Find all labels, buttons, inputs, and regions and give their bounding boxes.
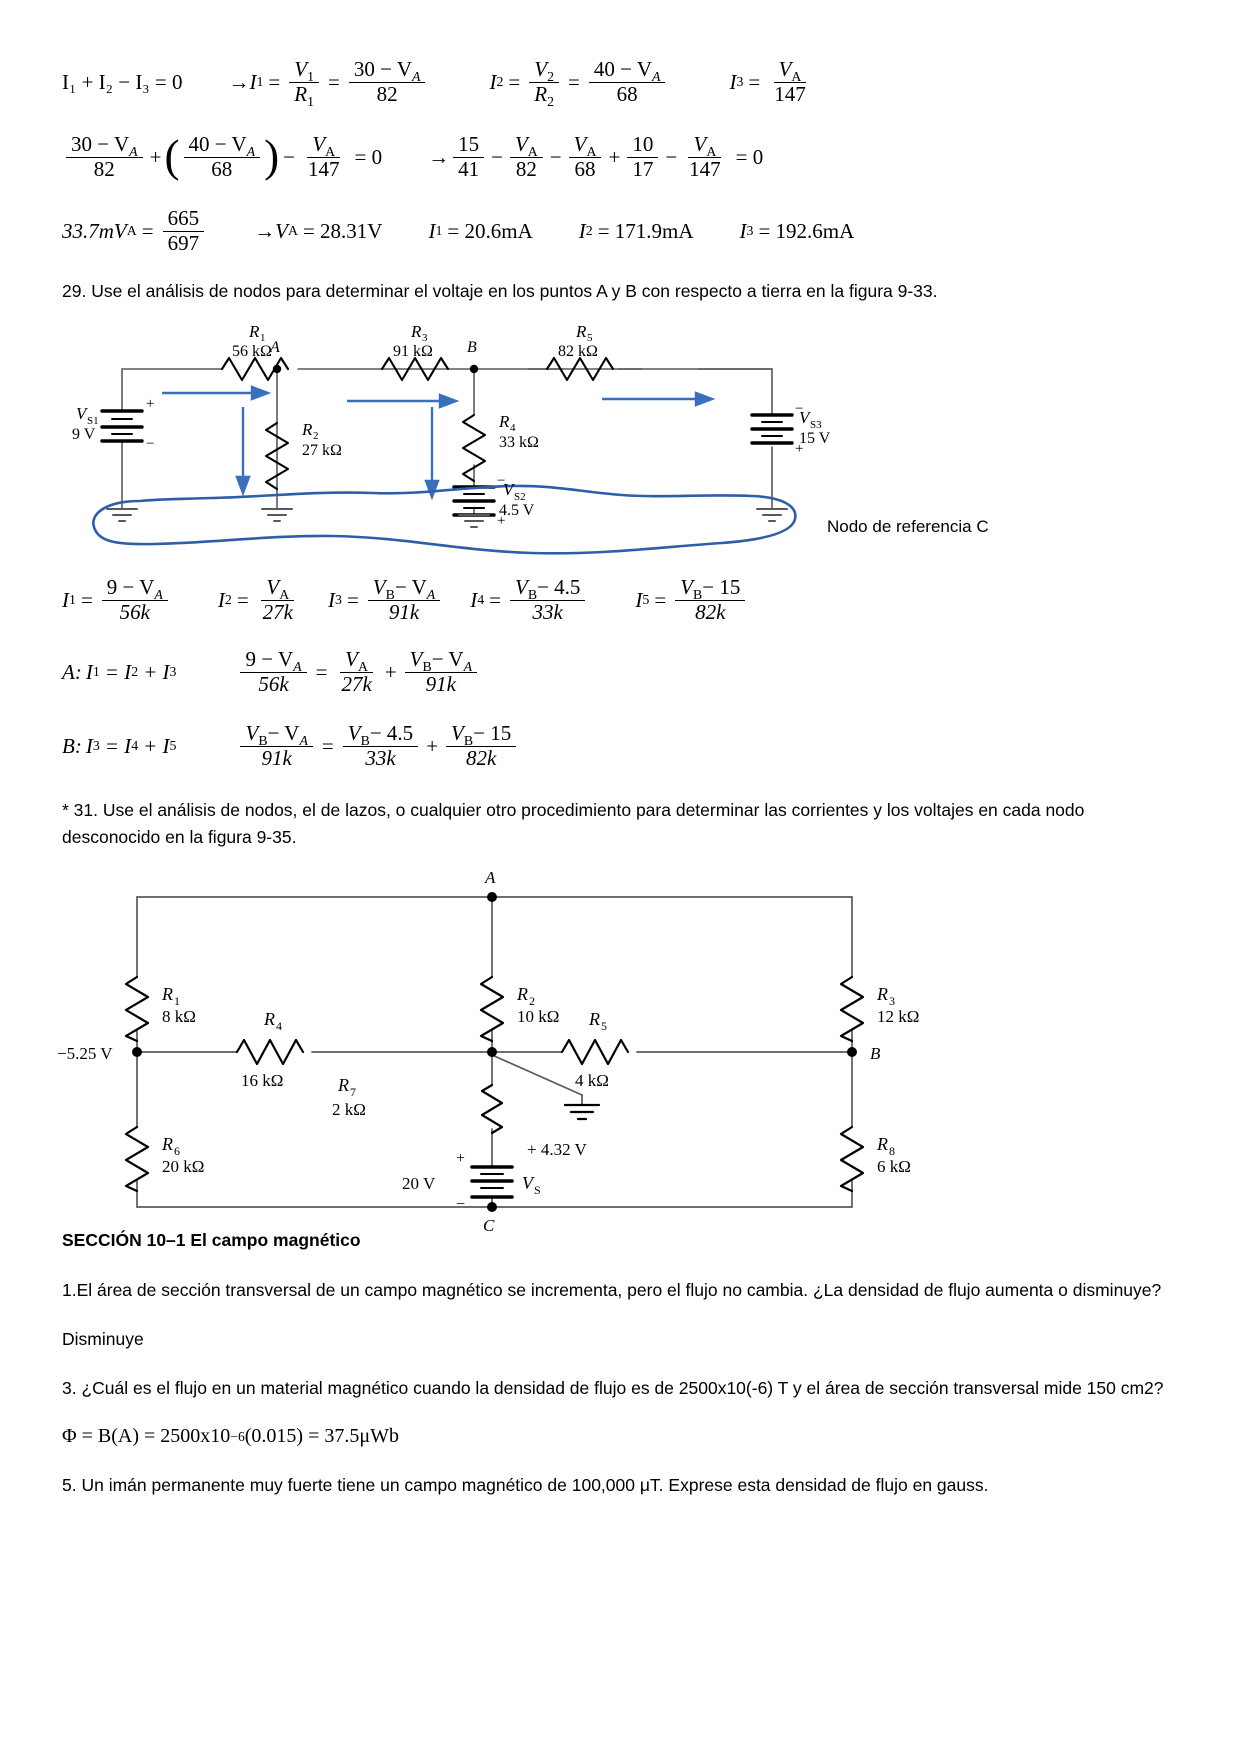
ground-symbols bbox=[107, 509, 787, 530]
eq5-f1-den: 56k bbox=[258, 671, 289, 696]
label-r7-value: 2 kΩ bbox=[332, 1100, 366, 1120]
section-10-1-question-1: 1.El área de sección transversal de un campo magnético se incrementa, pero el flujo no cambia. ¿La densidad de flujo aumenta o disminuye? bbox=[62, 1279, 1162, 1300]
t2-num: 40 − V bbox=[188, 131, 247, 156]
eq4-frac-i4 bbox=[510, 576, 585, 624]
label-vs1-plus: + bbox=[146, 396, 155, 413]
label-r8: R bbox=[877, 1134, 888, 1155]
current-arrow-i5 bbox=[602, 393, 712, 405]
figure-9-35 bbox=[57, 867, 1172, 1236]
section-10-1-question-5: 5. Un imán permanente muy fuerte tiene un campo magnético de 100,000 μT. Exprese esta densidad de flujo en gauss. bbox=[62, 1474, 989, 1495]
fraction-665-697 bbox=[163, 207, 205, 255]
label-vs1-value: 9 V bbox=[72, 426, 96, 444]
arrow-2: → bbox=[428, 144, 450, 169]
eq6-f1-den: 91k bbox=[261, 745, 292, 770]
eq4-i5-num-sub: B bbox=[693, 587, 703, 603]
minus-sign-4: − bbox=[665, 144, 678, 169]
label-vs3-value: 15 V bbox=[799, 430, 831, 448]
answer-3-phi: Φ = B(A) = 2500x10 bbox=[62, 1425, 231, 1448]
label-node-b-2: B bbox=[870, 1044, 881, 1064]
eq4-i1: I bbox=[62, 587, 69, 612]
fraction-15-41 bbox=[453, 133, 484, 181]
eq4-i4-num: V bbox=[515, 575, 528, 600]
fraction-va-147-c bbox=[684, 133, 726, 181]
eq4-i3-num: V bbox=[372, 575, 386, 600]
i2-label: I bbox=[489, 69, 497, 94]
label-r4-2-value: 16 kΩ bbox=[241, 1071, 284, 1091]
fraction-v2-r2 bbox=[529, 56, 559, 109]
t1-num-sub: A bbox=[129, 144, 138, 160]
eq5-f3-num2-sub: A bbox=[463, 659, 473, 675]
eq4-i5: I bbox=[635, 587, 643, 612]
label-r3-2: R bbox=[877, 984, 888, 1005]
fraction-40va-68 bbox=[184, 133, 261, 181]
label-r3-sub: 3 bbox=[422, 332, 428, 345]
fraction-10-17 bbox=[627, 133, 658, 181]
label-r2-sub: 2 bbox=[313, 430, 319, 443]
va-result-sym: V bbox=[275, 218, 288, 243]
eq6-node-label: B: bbox=[62, 733, 82, 758]
question-29: 29. Use el análisis de nodos para determinar el voltaje en los puntos A y B con respecto a tierra en la figura 9-33. bbox=[62, 281, 938, 301]
eq6-equals: = bbox=[321, 733, 334, 758]
eq5-mid2: + I bbox=[143, 659, 170, 684]
eq4-i5-den: 82k bbox=[695, 599, 726, 624]
node-b-dot-2 bbox=[847, 1047, 857, 1057]
label-node-c: C bbox=[483, 1216, 495, 1236]
eq4-i4-num2: − 4.5 bbox=[537, 575, 581, 600]
label-annotation-voltage: + 4.32 V bbox=[527, 1140, 587, 1160]
label-r5-2: R bbox=[589, 1009, 600, 1030]
ground-symbol-2 bbox=[565, 1105, 599, 1119]
i2-result-sym: I bbox=[578, 218, 586, 243]
label-r1: R bbox=[249, 322, 260, 342]
label-r2: R bbox=[302, 420, 313, 440]
label-vs-2: V bbox=[522, 1173, 533, 1194]
i3-label: I bbox=[729, 69, 737, 94]
fraction-40-va-68 bbox=[589, 58, 666, 106]
resistor-r5-symbol-2 bbox=[562, 1040, 628, 1064]
t1-num: 30 − V bbox=[71, 131, 130, 156]
node-b-dot bbox=[470, 365, 478, 373]
current-arrow-i2 bbox=[237, 407, 249, 493]
t2-den: 68 bbox=[211, 156, 233, 181]
eq4-frac-i5 bbox=[675, 576, 745, 624]
arrow-3: → bbox=[254, 218, 276, 243]
label-left-terminal-voltage: −5.25 V bbox=[57, 1044, 113, 1064]
t3-num-sub: A bbox=[325, 144, 336, 160]
equation-row-5: A: I 1 = I 2 + I 3 $\frac{9 - V_A}{56k}$ = $\frac{V_A}{27k}$ + $\frac{V_B- V_A}{91k}$ bbox=[62, 641, 1172, 703]
v2-sub: 2 bbox=[547, 69, 555, 85]
resistor-r4-symbol-2 bbox=[237, 1040, 303, 1064]
arrow-1: → bbox=[228, 69, 250, 94]
v1-sub: 1 bbox=[307, 69, 315, 85]
label-vs3-minus: − bbox=[795, 401, 804, 418]
label-vs2-sub: S2 bbox=[514, 491, 526, 504]
label-r1-2: R bbox=[162, 984, 173, 1005]
eq4-i5-num: V bbox=[680, 575, 694, 600]
eq4-i2-num-sub: A bbox=[279, 587, 290, 603]
label-r2-2-value: 10 kΩ bbox=[517, 1007, 560, 1027]
den-697: 697 bbox=[167, 230, 200, 255]
source-vs-symbol-2 bbox=[472, 1167, 512, 1197]
figure-9-33 bbox=[62, 319, 1172, 567]
eq6-frac-2 bbox=[343, 722, 418, 770]
r2-den: 82 bbox=[515, 156, 537, 181]
fraction-30va-82 bbox=[66, 133, 143, 181]
reference-node-label: Nodo de referencia C bbox=[827, 517, 989, 537]
label-r5-2-value: 4 kΩ bbox=[575, 1071, 609, 1091]
label-vs1: V bbox=[76, 404, 87, 424]
r1-den: 41 bbox=[458, 156, 480, 181]
minus-sign-1: − bbox=[283, 144, 295, 169]
label-r3: R bbox=[411, 322, 422, 342]
label-r6-sub: 6 bbox=[174, 1144, 180, 1159]
eq4-i4-den: 33k bbox=[532, 599, 563, 624]
r1-sym: R bbox=[294, 81, 308, 106]
label-r6-value: 20 kΩ bbox=[162, 1157, 205, 1177]
eq4-i4: I bbox=[470, 587, 478, 612]
eq5-equals: = bbox=[315, 659, 328, 684]
equals-zero-1: = 0 bbox=[354, 144, 383, 169]
label-r5-sub: 5 bbox=[587, 332, 593, 345]
label-r4: R bbox=[499, 412, 510, 432]
eq6-f3-den: 82k bbox=[465, 745, 497, 770]
eq5-frac-2 bbox=[336, 648, 376, 696]
va-result-value: = 28.31V bbox=[302, 218, 383, 243]
eq6-f3-num-sub: B bbox=[463, 733, 474, 749]
label-r1-sub: 1 bbox=[260, 332, 266, 345]
label-r4-value: 33 kΩ bbox=[499, 434, 539, 452]
label-r1-2-sub: 1 bbox=[174, 994, 180, 1009]
label-vs3-sub: S3 bbox=[810, 419, 822, 432]
label-r2-2: R bbox=[517, 984, 528, 1005]
eq6-mid2: + I bbox=[143, 733, 170, 758]
va-sym: V bbox=[778, 56, 792, 81]
den-147: 147 bbox=[774, 81, 806, 106]
node-c-dot bbox=[487, 1202, 497, 1212]
eq5-f2-den: 27k bbox=[341, 671, 372, 696]
v1-sym: V bbox=[294, 56, 308, 81]
fraction-va-68 bbox=[569, 133, 602, 181]
t1-den: 82 bbox=[93, 156, 115, 181]
eq5-f3-num: V bbox=[409, 647, 423, 672]
eq5-f3-num-sub: B bbox=[422, 659, 432, 675]
section-10-1-heading: SECCIÓN 10–1 El campo magnético bbox=[62, 1230, 361, 1251]
label-r6: R bbox=[162, 1134, 173, 1155]
va-sub-3: A bbox=[791, 69, 802, 85]
i2-result-value: = 171.9mA bbox=[597, 218, 694, 243]
eq4-i3-den: 91k bbox=[388, 599, 420, 624]
r5-num: V bbox=[693, 131, 707, 156]
eq6-f3-num: V bbox=[451, 721, 464, 746]
v2-sym: V bbox=[534, 56, 548, 81]
current-arrow-i4 bbox=[426, 407, 438, 497]
num-665: 665 bbox=[163, 207, 205, 232]
eq6-f1-num: V bbox=[245, 721, 259, 746]
label-r1-2-value: 8 kΩ bbox=[162, 1007, 196, 1027]
i1-label: I bbox=[249, 69, 257, 94]
label-r2-value: 27 kΩ bbox=[302, 442, 342, 460]
label-vs-2-sub: S bbox=[534, 1183, 541, 1198]
eq5-f3-den: 91k bbox=[425, 671, 456, 696]
question-31: * 31. Use el análisis de nodos, el de lazos, o cualquier otro procedimiento para determinar las corrientes y los voltajes en cada nodo desconocido en la figura 9-35. bbox=[62, 800, 1085, 848]
label-r2-2-sub: 2 bbox=[529, 994, 535, 1009]
label-r8-sub: 8 bbox=[889, 1144, 895, 1159]
r1-sub: 1 bbox=[307, 93, 315, 109]
r2-sub: 2 bbox=[547, 93, 555, 109]
kcl-equation: I₁ + I₂ − I₃ = 0 bbox=[62, 69, 183, 94]
label-r8-value: 6 kΩ bbox=[877, 1157, 911, 1177]
eq6-lhs: I bbox=[85, 733, 93, 758]
label-vs1-minus: − bbox=[146, 436, 155, 453]
figure-9-33-svg bbox=[62, 319, 1172, 567]
t3-den: 147 bbox=[308, 156, 340, 181]
eq6-mid: = I bbox=[104, 733, 132, 758]
current-arrow-i3 bbox=[347, 395, 456, 407]
label-r3-2-sub: 3 bbox=[889, 994, 895, 1009]
eq4-frac-i1 bbox=[102, 576, 168, 624]
label-r5-value: 82 kΩ bbox=[558, 343, 598, 361]
label-vs1-sub: S1 bbox=[87, 415, 99, 428]
va-sub-1: A bbox=[412, 69, 421, 85]
figure-9-35-svg bbox=[57, 867, 1172, 1236]
eq5-frac-1 bbox=[240, 648, 306, 696]
r4-den: 17 bbox=[632, 156, 654, 181]
label-vs2-minus: − bbox=[497, 473, 506, 490]
eq6-f2-den: 33k bbox=[365, 745, 396, 770]
source-vs1-symbol bbox=[102, 411, 142, 441]
equals-zero-2: = 0 bbox=[735, 144, 764, 169]
mid-node-dot bbox=[487, 1047, 497, 1057]
eq6-f1-num-sub: B bbox=[258, 733, 268, 749]
label-node-a-2: A bbox=[485, 868, 496, 888]
eq6-f1-num2-sub: A bbox=[299, 733, 308, 749]
eq6-f2-num2: − 4.5 bbox=[369, 721, 414, 746]
page-content bbox=[57, 44, 1172, 1499]
eq6-frac-3 bbox=[446, 722, 516, 770]
den-68: 68 bbox=[616, 81, 638, 106]
label-node-a: A bbox=[270, 339, 280, 357]
eq5-f1-num: 9 − V bbox=[245, 647, 294, 672]
eq4-i1-num-sub: A bbox=[154, 587, 163, 603]
node-a-dot bbox=[273, 365, 281, 373]
fraction-va-147-b bbox=[303, 133, 345, 181]
lhs-33-7mva: 33.7mV bbox=[62, 218, 127, 243]
right-paren: ) bbox=[264, 130, 280, 181]
eq5-node-label: A: bbox=[62, 659, 82, 684]
label-r4-sub: 4 bbox=[510, 422, 516, 435]
i1-result-sym: I bbox=[428, 218, 436, 243]
label-r7-sub: 7 bbox=[350, 1085, 356, 1100]
eq6-f3-num2: − 15 bbox=[473, 721, 512, 746]
label-vs3: V bbox=[799, 408, 810, 428]
den-82: 82 bbox=[376, 81, 398, 106]
equation-row-4: I 1 = $\frac{9 - V_A}{56k}$ I 2 = $\frac{V_A}{27k}$ I 3 = $\frac{V_B- V_A}{91k}$ I 4 = $\frac{V_B- 4.5}{33k}$ I 5 = $\frac{V_B- 15}{82k}$ bbox=[62, 569, 1172, 631]
eq5-f1-num-sub: A bbox=[293, 659, 302, 675]
eq5-frac-3 bbox=[405, 648, 477, 696]
i1-result-value: = 20.6mA bbox=[447, 218, 533, 243]
label-r7: R bbox=[338, 1075, 349, 1096]
eq5-f2-num: V bbox=[345, 647, 358, 672]
fraction-30-va-82 bbox=[349, 58, 426, 106]
resistor-r7-symbol bbox=[482, 1085, 502, 1133]
eq4-i1-num: 9 − V bbox=[106, 575, 155, 600]
answer-3-rest: (0.015) = 37.5μWb bbox=[244, 1425, 399, 1448]
r5-num-sub: A bbox=[706, 144, 717, 160]
num-40-va: 40 − V bbox=[593, 56, 653, 81]
label-r4-2: R bbox=[264, 1009, 275, 1030]
eq6-frac-1 bbox=[240, 722, 312, 770]
eq6-f1-num2: − V bbox=[267, 721, 300, 746]
eq5-lhs: I bbox=[85, 659, 93, 684]
minus-sign-2: − bbox=[491, 144, 503, 169]
fraction-va-82 bbox=[510, 133, 543, 181]
eq4-i5-num2: − 15 bbox=[702, 575, 741, 600]
current-arrow-i1 bbox=[162, 387, 268, 399]
label-vs3-plus: + bbox=[795, 441, 804, 458]
eq4-frac-i3 bbox=[368, 576, 440, 624]
section-10-1-answer-3: Φ = B(A) = 2500x10 −6 (0.015) = 37.5μWb bbox=[62, 1425, 399, 1448]
label-r4-2-sub: 4 bbox=[276, 1019, 282, 1034]
label-vs2-plus: + bbox=[497, 513, 506, 530]
label-vs-minus: − bbox=[456, 1196, 466, 1214]
label-vs2: V bbox=[503, 480, 514, 500]
num-30-va: 30 − V bbox=[353, 56, 413, 81]
equation-row-1: I₁ + I₂ − I₃ = 0 → I 1 = $\frac{V_1}{R_1}$ = $\frac{30 - V_A}{82}$ I 2 = $\frac{V_2}{R_2}$ = $\frac{40 - V_A}{68}$ I 3 = $\frac{V_A}{147}$ bbox=[62, 50, 1172, 114]
i3-result-sym: I bbox=[739, 218, 747, 243]
va-sub-2: A bbox=[652, 69, 661, 85]
t3-num: V bbox=[312, 131, 326, 156]
r3-num: V bbox=[573, 131, 587, 156]
eq4-frac-i2 bbox=[258, 576, 298, 624]
r5-den: 147 bbox=[689, 156, 721, 181]
eq5-plus: + bbox=[384, 659, 397, 684]
plus-sign-1: + bbox=[149, 144, 162, 169]
equation-row-2 bbox=[62, 126, 1172, 188]
eq6-f2-num-sub: B bbox=[360, 733, 370, 749]
left-terminal-dot bbox=[132, 1047, 142, 1057]
eq4-i3-num2: − V bbox=[394, 575, 427, 600]
eq5-mid: = I bbox=[104, 659, 132, 684]
eq4-i2: I bbox=[217, 587, 225, 612]
label-r5-2-sub: 5 bbox=[601, 1019, 607, 1034]
minus-sign-3: − bbox=[549, 144, 562, 169]
i3-result-value: = 192.6mA bbox=[758, 218, 855, 243]
eq4-i3: I bbox=[328, 587, 335, 612]
equals-3: = bbox=[141, 218, 154, 243]
r4-num: 10 bbox=[627, 133, 658, 158]
fraction-v1-r1 bbox=[289, 56, 319, 109]
eq4-i3-num2-sub: A bbox=[426, 587, 436, 603]
r1-num: 15 bbox=[453, 133, 484, 158]
eq4-i3-num-sub: B bbox=[385, 587, 395, 603]
eq5-f2-num-sub: A bbox=[358, 659, 369, 675]
label-r3-2-value: 12 kΩ bbox=[877, 1007, 920, 1027]
r3-den: 68 bbox=[574, 156, 596, 181]
r3-num-sub: A bbox=[586, 144, 597, 160]
plus-sign-2: + bbox=[608, 144, 621, 169]
reference-node-annotation-circle bbox=[93, 486, 795, 553]
label-vs2-value: 4.5 V bbox=[499, 502, 535, 520]
label-r5: R bbox=[576, 322, 587, 342]
label-r3-value: 91 kΩ bbox=[393, 343, 433, 361]
eq4-i2-den: 27k bbox=[262, 599, 293, 624]
r2-num: V bbox=[514, 131, 528, 156]
eq4-i2-num: V bbox=[266, 575, 280, 600]
label-node-b: B bbox=[467, 339, 477, 357]
eq4-i4-num-sub: B bbox=[527, 587, 538, 603]
source-vs3-symbol bbox=[752, 415, 792, 443]
fraction-va-147 bbox=[769, 58, 811, 106]
label-r1-value: 56 kΩ bbox=[232, 343, 272, 361]
label-vs-plus: + bbox=[456, 1150, 466, 1168]
equation-row-6: B: I 3 = I 4 + I 5 $\frac{V_B- V_A}{91k}$ = $\frac{V_B- 4.5}{33k}$ + $\frac{V_B- 15}{82k}$ bbox=[62, 715, 1172, 777]
section-10-1-question-3: 3. ¿Cuál es el flujo en un material magnético cuando la densidad de flujo es de 2500x10(-6) T y el área de sección transversal mide 150 cm2? bbox=[62, 1377, 1164, 1398]
section-10-1-answer-1: Disminuye bbox=[62, 1328, 144, 1349]
t2-num-sub: A bbox=[246, 144, 256, 160]
eq6-f2-num: V bbox=[347, 721, 361, 746]
eq5-f3-num2: − V bbox=[431, 647, 464, 672]
left-paren: ( bbox=[164, 130, 180, 181]
r2-sym: R bbox=[534, 81, 548, 106]
eq4-i1-den: 56k bbox=[119, 599, 150, 624]
label-vs-value: 20 V bbox=[402, 1174, 436, 1194]
r2-num-sub: A bbox=[527, 144, 538, 160]
equation-row-3: 33.7mV A = $\frac{665}{697}$ → V A = 28.31V I 1 = 20.6mA I 2 = 171.9mA I 3 = 192.6mA bbox=[62, 205, 855, 255]
node-a-dot-2 bbox=[487, 892, 497, 902]
eq6-plus: + bbox=[426, 733, 439, 758]
